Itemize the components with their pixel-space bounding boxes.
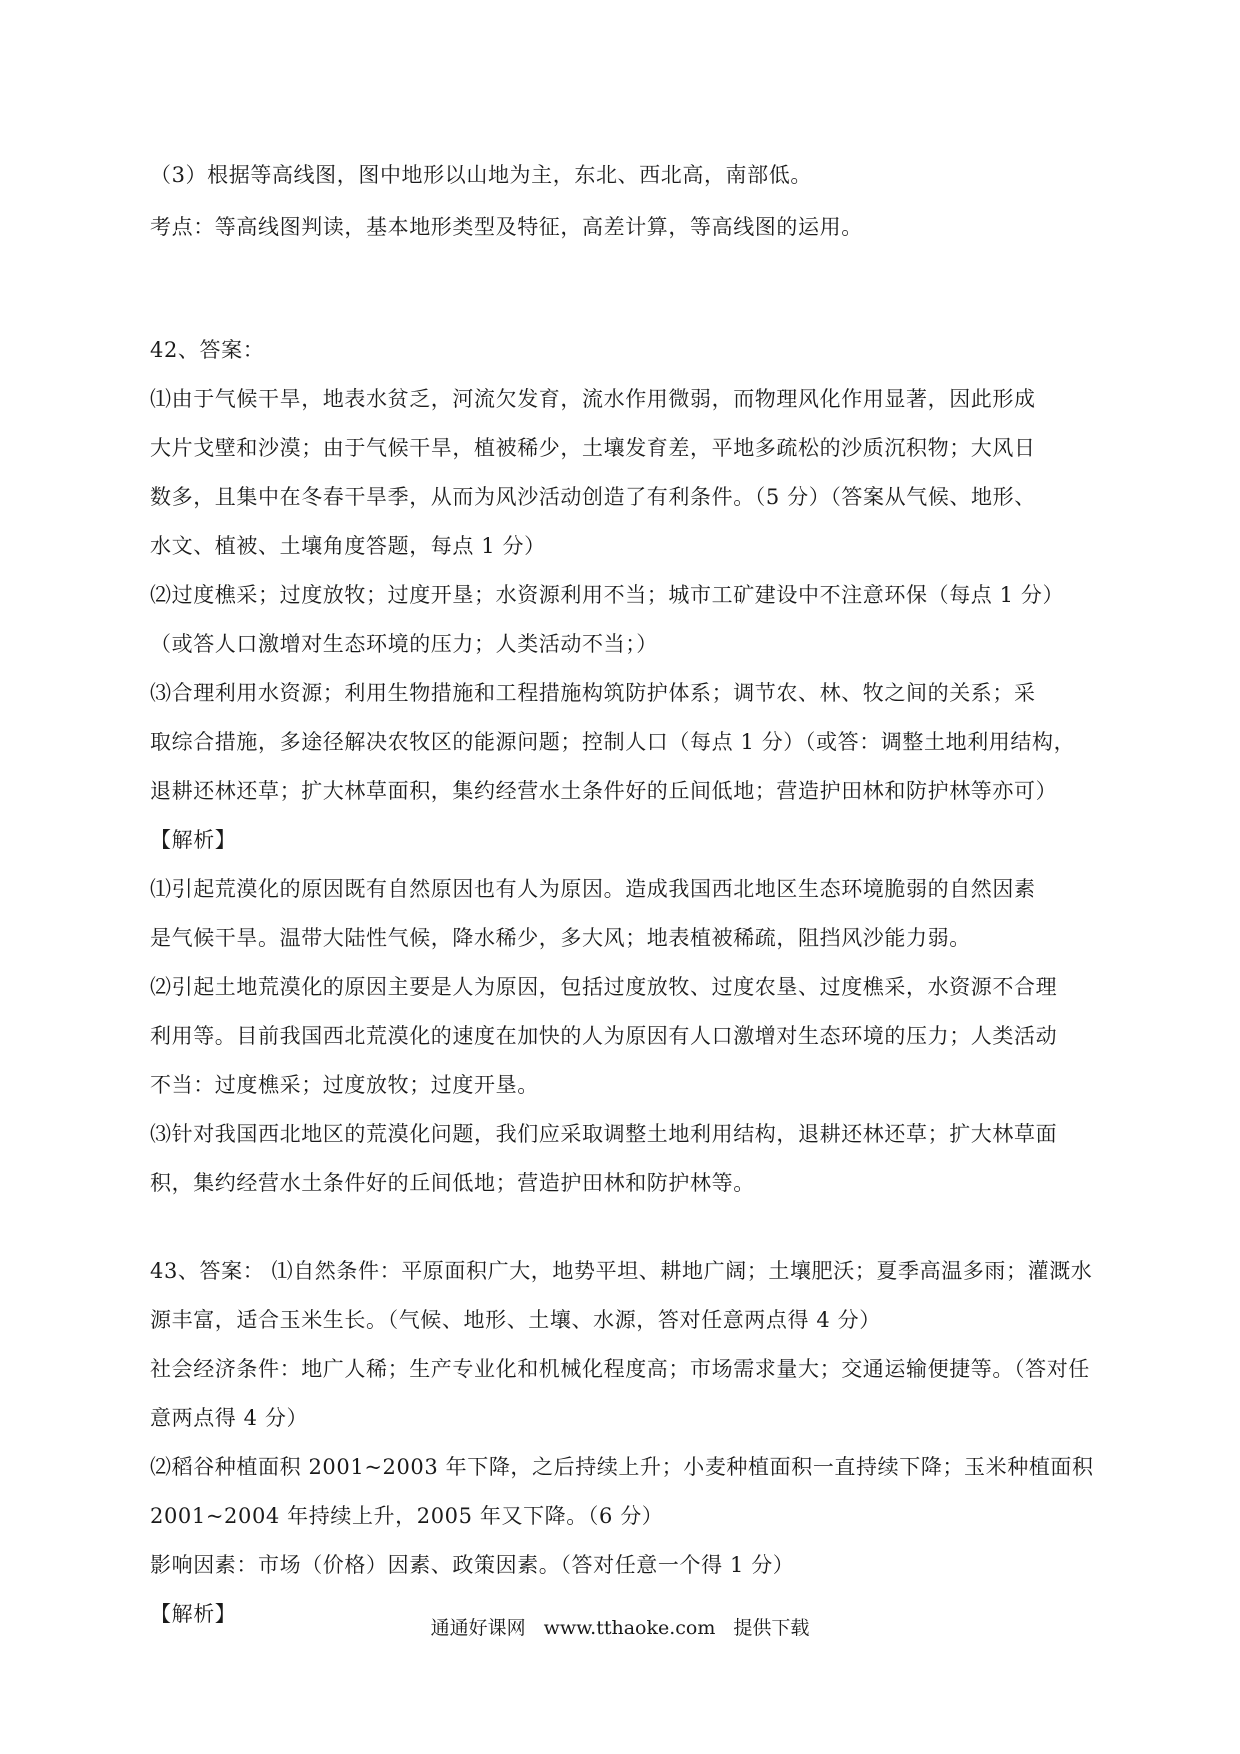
text-line: 大片戈壁和沙漠；由于气候干旱，植被稀少，土壤发育差，平地多疏松的沙质沉积物；大风日 — [150, 436, 1036, 460]
footer-site-name: 通通好课网 — [430, 1617, 526, 1639]
text-line: 考点：等高线图判读，基本地形类型及特征，高差计算，等高线图的运用。 — [150, 215, 863, 239]
text-line: 退耕还林还草；扩大林草面积，集约经营水土条件好的丘间低地；营造护田林和防护林等亦可） — [150, 779, 1058, 803]
analysis-heading: 【解析】 — [150, 1602, 237, 1626]
text-line: ⑴由于气候干旱，地表水贫乏，河流欠发育，流水作用微弱，而物理风化作用显著，因此形成 — [150, 387, 1036, 411]
text-line: ⑴引起荒漠化的原因既有自然原因也有人为原因。造成我国西北地区生态环境脆弱的自然因素 — [150, 877, 1036, 901]
text-line: 积，集约经营水土条件好的丘间低地；营造护田林和防护林等。 — [150, 1171, 755, 1195]
text-line: ⑵过度樵采；过度放牧；过度开垦；水资源利用不当；城市工矿建设中不注意环保（每点 1 分） — [150, 583, 1065, 607]
text-line: 水文、植被、土壤角度答题，每点 1 分） — [150, 534, 546, 558]
text-line: 影响因素：市场（价格）因素、政策因素。（答对任意一个得 1 分） — [150, 1553, 795, 1577]
text-line: 利用等。目前我国西北荒漠化的速度在加快的人为原因有人口激增对生态环境的压力；人类活动 — [150, 1024, 1058, 1048]
text-line: （3）根据等高线图，图中地形以山地为主，东北、西北高，南部低。 — [150, 163, 812, 187]
text-line: ⑵稻谷种植面积 2001~2003 年下降，之后持续上升；小麦种植面积一直持续下降；玉米种植面积 — [150, 1455, 1094, 1479]
text-line: ⑵引起土地荒漠化的原因主要是人为原因，包括过度放牧、过度农垦、过度樵采，水资源不合理 — [150, 975, 1058, 999]
answer-heading-43: 43、答案： ⑴自然条件：平原面积广大，地势平坦、耕地广阔；土壤肥沃；夏季高温多雨；灌溉水 — [150, 1259, 1093, 1283]
text-line: 不当：过度樵采；过度放牧；过度开垦。 — [150, 1073, 539, 1097]
text-line: 是气候干旱。温带大陆性气候，降水稀少，多大风；地表植被稀疏，阻挡风沙能力弱。 — [150, 926, 971, 950]
text-line: ⑶针对我国西北地区的荒漠化问题，我们应采取调整土地利用结构，退耕还林还草；扩大林草面 — [150, 1122, 1058, 1146]
text-line: 2001~2004 年持续上升，2005 年又下降。（6 分） — [150, 1504, 664, 1528]
text-line: 取综合措施，多途径解决农牧区的能源问题；控制人口（每点 1 分）（或答：调整土地利用结构， — [150, 730, 1076, 754]
footer-note: 提供下载 — [733, 1617, 810, 1639]
text-line: 数多，且集中在冬春干旱季，从而为风沙活动创造了有利条件。（5 分）（答案从气候、地形、 — [150, 485, 1036, 509]
footer-url[interactable]: www.tthaoke.com — [543, 1617, 716, 1639]
page-footer — [0, 1614, 1240, 1642]
text-line: ⑶合理利用水资源；利用生物措施和工程措施构筑防护体系；调节农、林、牧之间的关系；采 — [150, 681, 1036, 705]
analysis-heading: 【解析】 — [150, 828, 237, 852]
text-line: 源丰富，适合玉米生长。（气候、地形、土壤、水源，答对任意两点得 4 分） — [150, 1308, 881, 1332]
answer-heading-42: 42、答案： — [150, 338, 265, 362]
text-line: 社会经济条件：地广人稀；生产专业化和机械化程度高；市场需求量大；交通运输便捷等。（答对任 — [150, 1357, 1090, 1381]
text-line: （或答人口激增对生态环境的压力；人类活动不当；） — [150, 632, 658, 656]
text-line: 意两点得 4 分） — [150, 1406, 309, 1430]
